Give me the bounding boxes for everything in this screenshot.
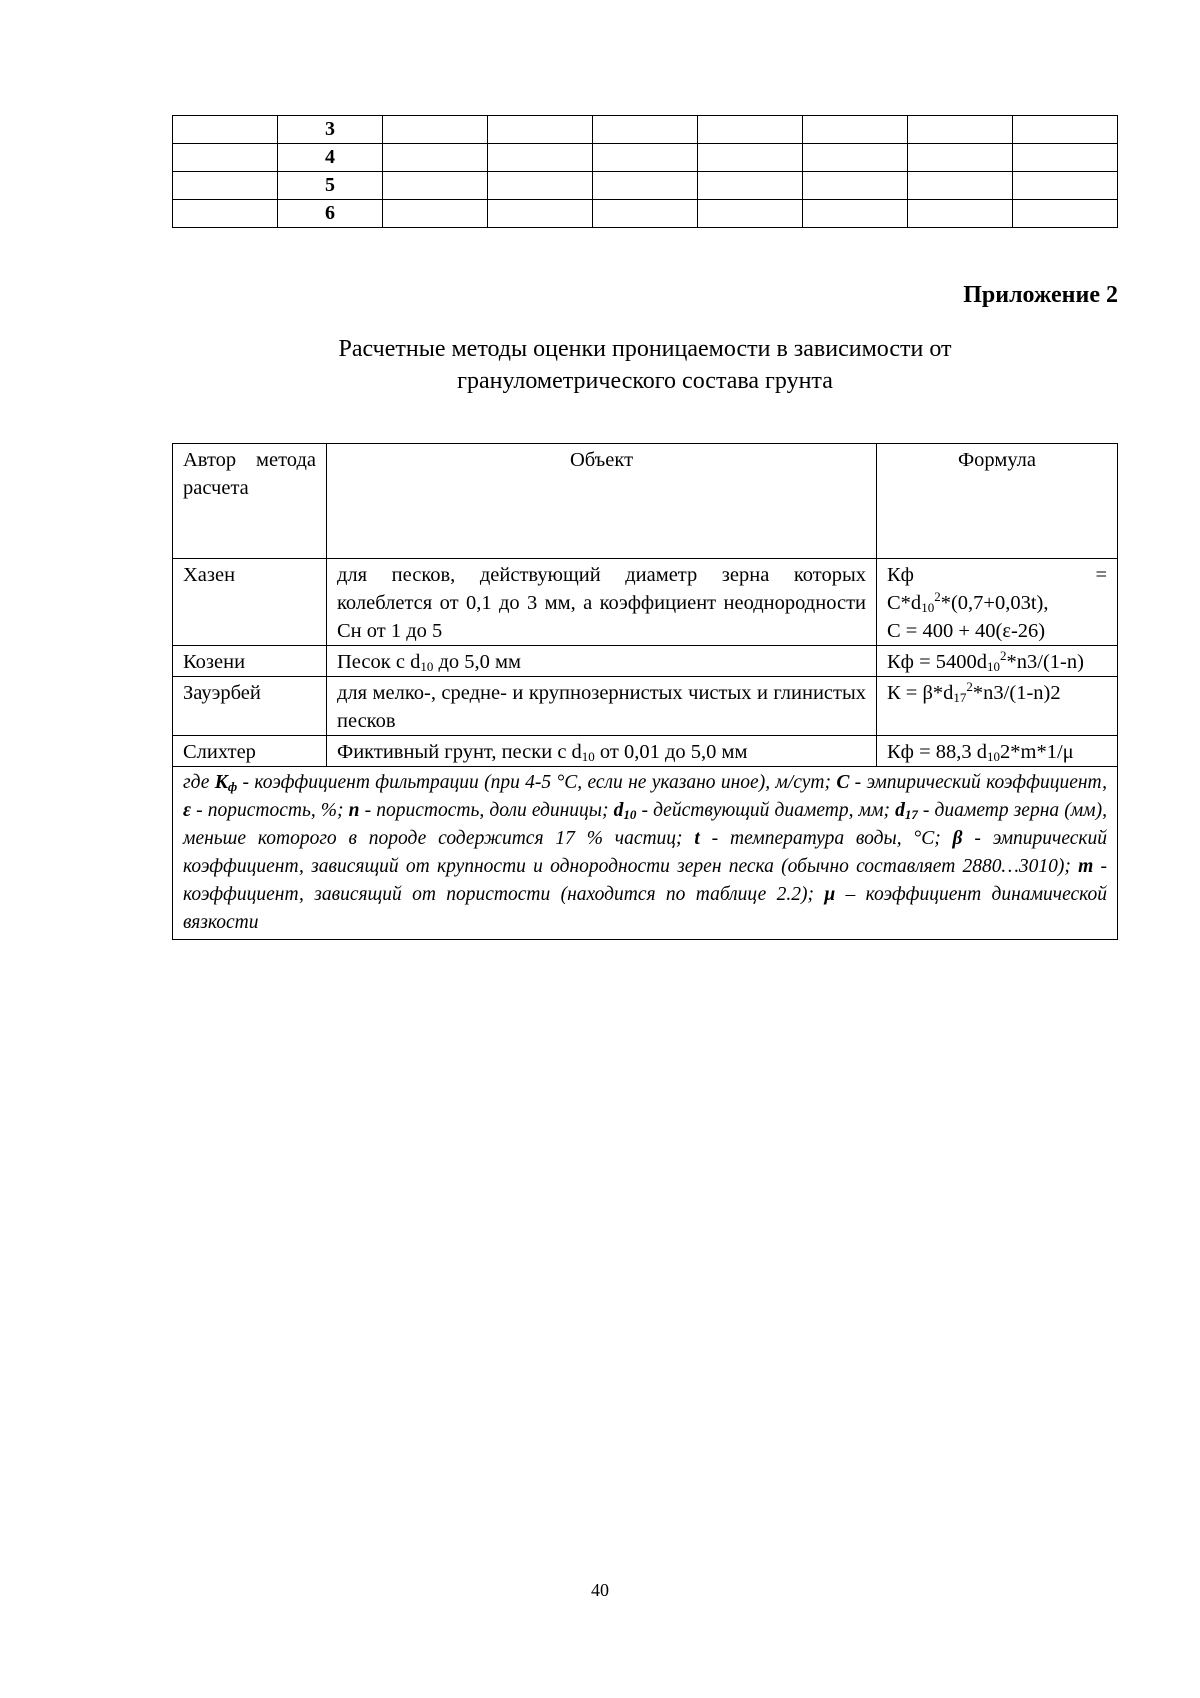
author-cell: Зауэрбей bbox=[173, 677, 327, 736]
author-cell: Слихтер bbox=[173, 736, 327, 767]
legend-row bbox=[173, 767, 1118, 940]
methods-table bbox=[172, 443, 1118, 940]
formula-line: $С*d_{10}^2*(0,7+0,03t)$, bbox=[887, 589, 1049, 615]
page-number: 40 bbox=[591, 1580, 609, 1600]
formula-line: С = 400 + 40(ε-26) bbox=[887, 620, 1046, 642]
formula-cell bbox=[877, 559, 1118, 646]
author-cell: Козени bbox=[173, 646, 327, 677]
object-cell: для песков, действующий диаметр зерна которых колеблется от 0,1 до 3 мм, а коэффициент неоднородности Сн от 1 до 5 bbox=[327, 559, 877, 646]
table-row bbox=[173, 144, 1118, 172]
row-number: 4 bbox=[278, 144, 383, 172]
object-cell: Фиктивный грунт, пески с $d_{10}$ от 0,01 до 5,0 мм bbox=[327, 736, 877, 767]
author-cell: Хазен bbox=[173, 559, 327, 646]
row-number: 3 bbox=[278, 116, 383, 144]
table-row bbox=[173, 559, 1118, 646]
object-cell: Песок с $d_{10}$ до 5,0 мм bbox=[327, 646, 877, 677]
table-header-row bbox=[173, 444, 1118, 559]
formula-cell: Кф = $5400d_{10}^2*n3/(1-n)$ bbox=[877, 646, 1118, 677]
row-number: 6 bbox=[278, 200, 383, 228]
section-title-line: Расчетные методы оценки проницаемости в зависимости от bbox=[338, 336, 952, 362]
formula-cell: $К = \beta*d_{17}^2*n3/(1-n)2$ bbox=[877, 677, 1118, 736]
header-formula: Формула bbox=[877, 444, 1118, 559]
table-row bbox=[173, 646, 1118, 677]
section-title bbox=[172, 333, 1118, 397]
table-row bbox=[173, 116, 1118, 144]
appendix-label: Приложение 2 bbox=[963, 282, 1118, 308]
table-row bbox=[173, 172, 1118, 200]
formula-line: Кф = bbox=[887, 564, 1107, 586]
header-author: Автор метода расчета bbox=[173, 444, 327, 559]
header-object: Объект bbox=[327, 444, 877, 559]
formula-cell: Кф = 88,3 $d_{10}2*m*1/\mu$ bbox=[877, 736, 1118, 767]
legend-text: где $К_ф$ - коэффициент фильтрации (при 4-5 °С, если не указано иное), м/сут; С - эмпирический коэффициент, ε - пористость, %; n - пористость, доли единицы; $d_{10}$ - действующий диаметр, мм; $d_{17}$ - диаметр зерна (мм), меньше которого в породе содержится 17 % частиц; t - температура воды, °С; β - эмпирический коэффициент, зависящий от крупности и однородности зерен песка (обычно составляет 2880…3010); m - коэффициент, зависящий от пористости (находится по таблице 2.2); μ – коэффициент динамической вязкости bbox=[173, 767, 1118, 940]
table-row bbox=[173, 736, 1118, 767]
row-number: 5 bbox=[278, 172, 383, 200]
table-row bbox=[173, 677, 1118, 736]
table-row bbox=[173, 200, 1118, 228]
object-cell: для мелко-, средне- и крупнозернистых чистых и глинистых песков bbox=[327, 677, 877, 736]
continuation-table bbox=[172, 115, 1118, 228]
section-title-line: гранулометрического состава грунта bbox=[457, 368, 833, 394]
